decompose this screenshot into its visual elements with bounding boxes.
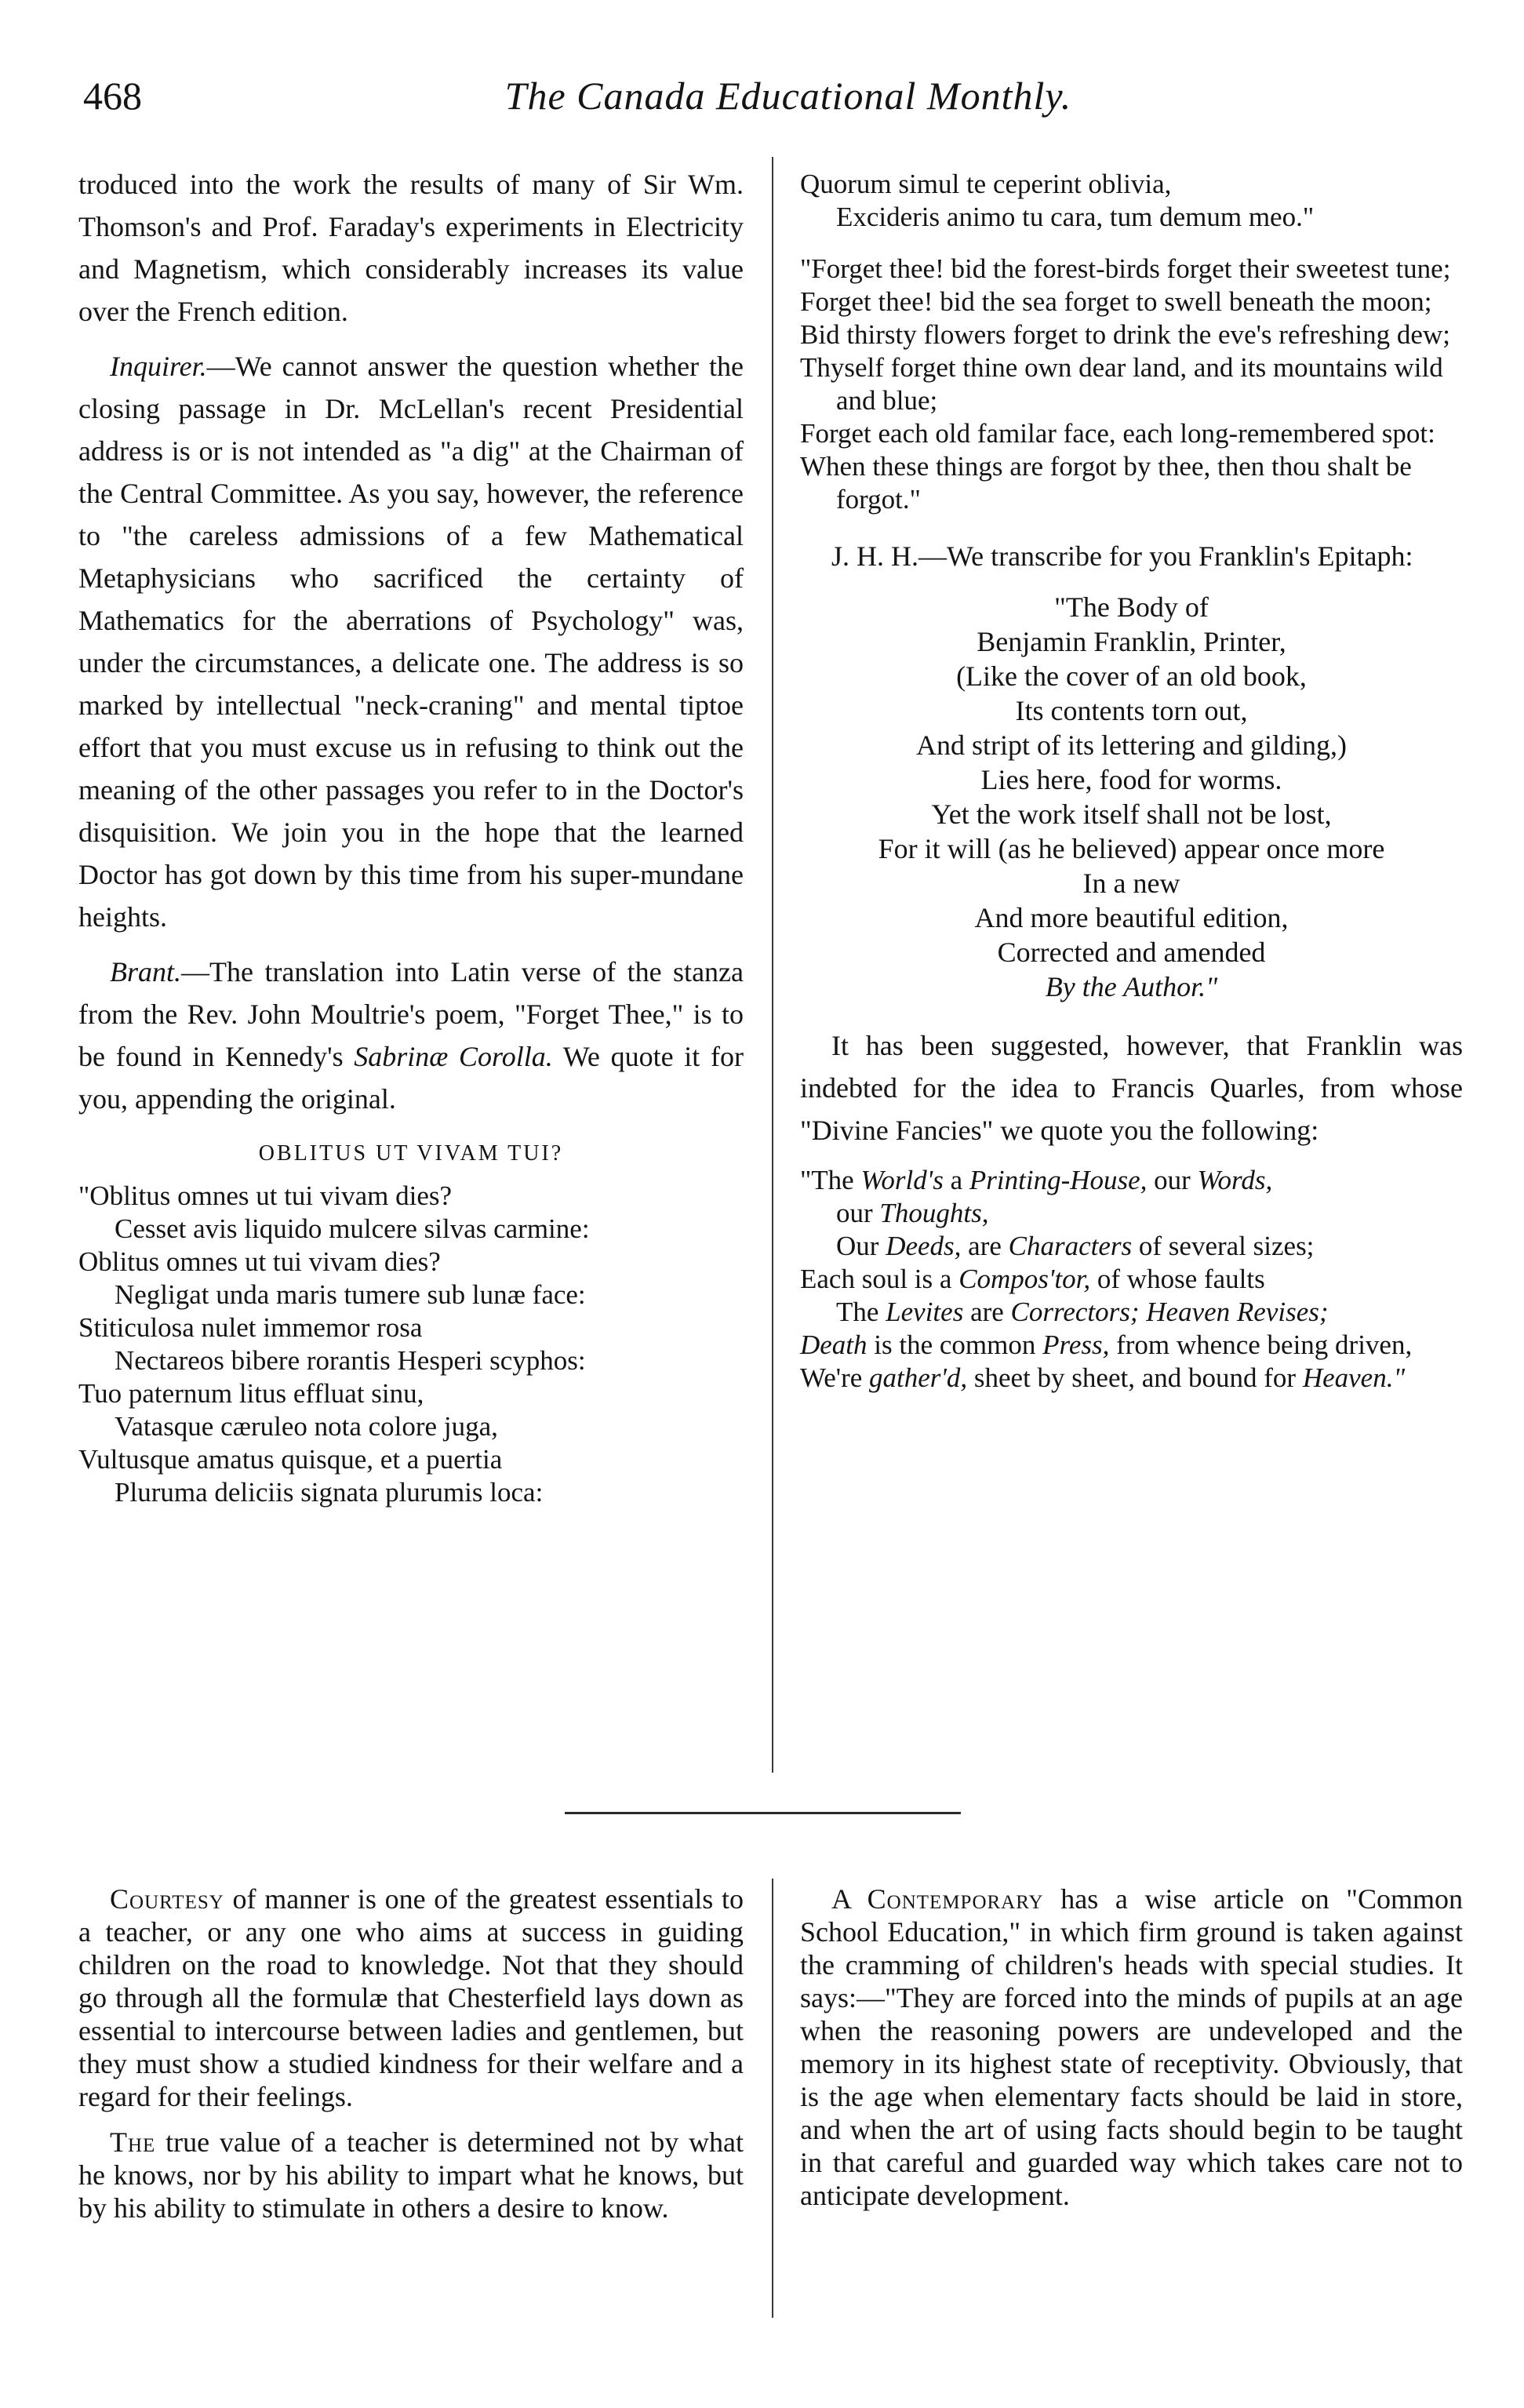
verse-line: Each soul is a Compos'tor, of whose faults <box>800 1264 1265 1294</box>
verse-line: Vatasque cæruleo nota colore juga, <box>115 1411 498 1442</box>
paragraph-teacher-value <box>78 2126 744 2224</box>
verse-line: Forget thee! bid the sea forget to swell beneath the moon; <box>800 286 1432 317</box>
verse-line: Death is the common Press, from whence being driven, <box>800 1329 1413 1360</box>
paragraph-courtesy <box>78 1882 744 2113</box>
epitaph-line: (Like the cover of an old book, <box>956 660 1307 692</box>
paragraph-brant <box>78 951 744 1120</box>
verse-line: "The World's a Printing-House, our Words, <box>800 1165 1273 1195</box>
verse-line: "Forget thee! bid the forest-birds forget their sweetest tune; <box>800 253 1451 284</box>
epitaph-line: Lies here, food for worms. <box>980 764 1282 795</box>
paragraph-quarles-intro: It has been suggested, however, that Franklin was indebted for the idea to Francis Quarles, from whose "Divine Fancies" we quote you the following: <box>800 1030 1463 1146</box>
verse-line: Stiticulosa nulet immemor rosa <box>78 1312 423 1343</box>
epitaph-line: Corrected and amended <box>997 937 1266 968</box>
verse-line: Cesset avis liquido mulcere silvas carmine: <box>115 1213 590 1244</box>
paragraph-inquirer <box>78 345 744 938</box>
paragraph-contemporary: A Contemporary has a wise article on "Common School Education," in which firm ground is taken against the cramming of children's heads with special studies. It says:—"They are forced into the minds of pupils at an age when the reasoning powers are undeveloped and the memory in its highest state of receptivity. Obviously, that is the age when elementary facts should be laid in store, and when the art of using facts should begin to be taught in that careful and guarded way which takes care not to anticipate development. <box>800 1883 1463 2211</box>
epitaph-line: By the Author." <box>1045 971 1218 1002</box>
latin-poem <box>78 1180 744 1509</box>
epitaph-line: Benjamin Franklin, Printer, <box>977 626 1286 657</box>
verse-line: Pluruma deliciis signata plurumis loca: <box>115 1477 544 1508</box>
column-divider-top <box>772 157 773 1773</box>
lead-caps: The <box>110 2126 156 2158</box>
epitaph-line: Its contents torn out, <box>1015 695 1248 726</box>
franklin-epitaph <box>800 590 1463 1004</box>
verse-line: Thyself forget thine own dear land, and its mountains wild and blue; <box>800 352 1443 416</box>
lead-caps: Contemporary <box>867 1883 1044 1915</box>
verse-line: Vultusque amatus quisque, et a puertia <box>78 1444 503 1475</box>
verse-line: "Oblitus omnes ut tui vivam dies? <box>78 1180 453 1211</box>
epitaph-line: And stript of its lettering and gilding,) <box>916 729 1347 761</box>
book-title: Sabrinæ Corolla. <box>354 1041 553 1072</box>
page-header <box>78 72 1498 135</box>
paragraph-text: true value of a teacher is determined not by what he knows, nor by his ability to impart what he knows, but by his ability to stimulate in others a desire to know. <box>78 2126 744 2224</box>
column-divider-bottom <box>772 1879 773 2318</box>
epitaph-line: In a new <box>1082 868 1180 899</box>
bottom-left-column <box>78 1882 744 2237</box>
epitaph-line: Yet the work itself shall not be lost, <box>931 798 1332 830</box>
verse-line: Quorum simul te ceperint oblivia, <box>800 169 1172 199</box>
latin-poem-end <box>800 168 1463 234</box>
epitaph-line: And more beautiful edition, <box>974 902 1289 933</box>
verse-line: Tuo paternum litus effluat sinu, <box>78 1378 424 1409</box>
verse-line: The Levites are Correctors; Heaven Revises; <box>836 1297 1329 1327</box>
correspondent-label: J. H. H. <box>831 540 919 572</box>
english-poem <box>800 253 1463 516</box>
verse-line: Negligat unda maris tumere sub lunæ face: <box>115 1279 586 1310</box>
left-column <box>78 163 744 1528</box>
correspondent-label: Brant. <box>110 956 182 988</box>
paragraph-continued: troduced into the work the results of many of Sir Wm. Thomson's and Prof. Faraday's experiments in Electricity and Magnetism, which considerably increases its value over the French edition. <box>78 169 744 327</box>
lead-caps: Courtesy <box>110 1883 224 1915</box>
verse-line: Nectareos bibere rorantis Hesperi scyphos: <box>115 1345 586 1376</box>
correspondent-label: Inquirer. <box>110 351 207 382</box>
latin-poem-heading: OBLITUS UT VIVAM TUI? <box>258 1141 564 1166</box>
running-title: The Canada Educational Monthly. <box>504 74 1072 118</box>
verse-line: Bid thirsty flowers forget to drink the eve's refreshing dew; <box>800 319 1450 350</box>
paragraph-jhh <box>800 535 1463 577</box>
section-divider <box>565 1812 961 1814</box>
verse-line: our Thoughts, <box>836 1198 989 1228</box>
answer-text: —We transcribe for you Franklin's Epitaph: <box>918 540 1413 572</box>
answer-text: —The translation into Latin verse of the stanza from the Rev. John Moultrie's poem, "Forget Thee," is to be found in Kennedy's <box>78 956 744 1072</box>
answer-text: We quote it for you, appending the original. <box>78 1041 744 1115</box>
verse-line: Forget each old familar face, each long-remembered spot: <box>800 418 1435 449</box>
page-number: 468 <box>83 74 142 118</box>
answer-text: —We cannot answer the question whether the closing passage in Dr. McLellan's recent Presidential address is or is not intended as "a dig" at the Chairman of the Central Committee. As you say, however, the reference to "the careless admissions of a few Mathematical Metaphysicians who sacrificed the certainty of Mathematics for the aberrations of Psychology" was, under the circumstances, a delicate one. The address is so marked by intellectual "neck-craning" and mental tiptoe effort that you must excuse us in refusing to think out the meaning of the other passages you refer to in the Doctor's disquisition. We join you in the hope that the learned Doctor has got down by this time from his super-mundane heights. <box>78 351 744 933</box>
paragraph-text: of manner is one of the greatest essentials to a teacher, or any one who aims at success in guiding children on the road to knowledge. Not that they should go through all the formulæ that Chesterfield lays down as essential to intercourse between ladies and gentlemen, but they must show a studied kindness for their welfare and a regard for their feelings. <box>78 1883 744 2112</box>
bottom-right-column <box>800 1882 1463 2224</box>
verse-line: Excideris animo tu cara, tum demum meo." <box>836 202 1315 232</box>
quarles-poem <box>800 1164 1463 1395</box>
verse-line: Our Deeds, are Characters of several sizes; <box>836 1231 1315 1261</box>
epitaph-line: For it will (as he believed) appear once more <box>878 833 1385 864</box>
epitaph-line: "The Body of <box>1054 591 1209 623</box>
verse-line: When these things are forgot by thee, then thou shalt be forgot." <box>800 451 1412 515</box>
verse-line: Oblitus omnes ut tui vivam dies? <box>78 1246 441 1277</box>
right-column <box>800 163 1463 1413</box>
verse-line: We're gather'd, sheet by sheet, and bound for Heaven." <box>800 1362 1406 1393</box>
paragraph-text: has a wise article on "Common School Education," in which firm ground is taken against the cramming of children's heads with special studies. It says:—"They are forced into the minds of pupils at an age when the reasoning powers are undeveloped and the memory in its highest state of receptivity. Obviously, that is the age when elementary facts should be laid in store, and when the art of using facts should begin to be taught in that careful and guarded way which takes care not to anticipate development. <box>800 1883 1463 2211</box>
